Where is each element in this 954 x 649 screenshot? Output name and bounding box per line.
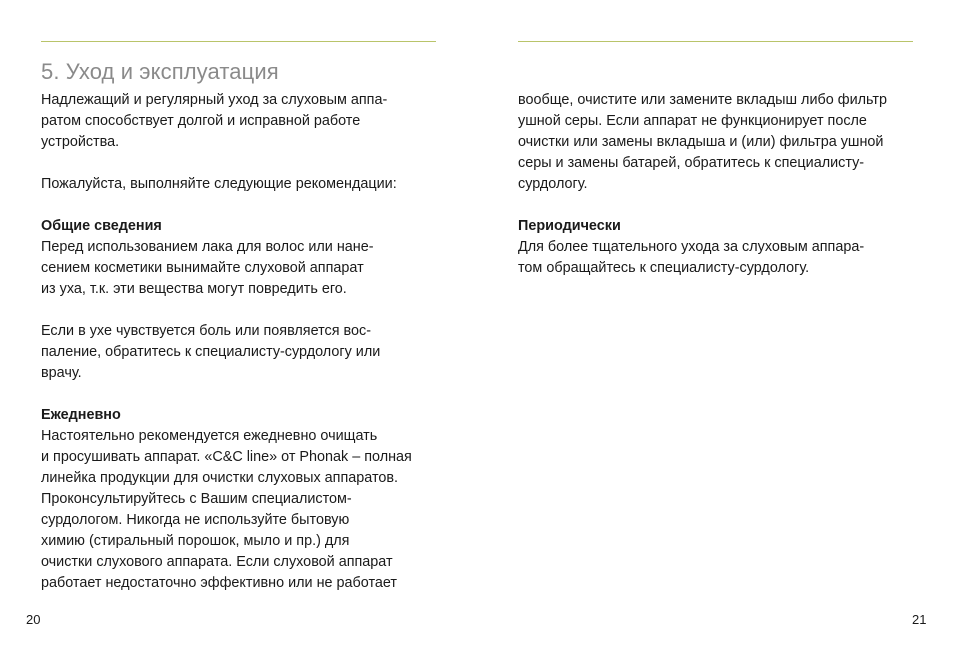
text-line: Перед использованием лака для волос или нане-	[41, 239, 374, 255]
text-line: химию (стиральный порошок, мыло и пр.) для	[41, 533, 350, 549]
text-line: Проконсультируйтесь с Вашим специалистом-	[41, 491, 352, 507]
daily-section	[41, 405, 441, 594]
section-heading-periodic: Периодически	[518, 218, 621, 234]
text-line: врачу.	[41, 365, 82, 381]
text-line: вообще, очистите или замените вкладыш либо фильтр	[518, 92, 887, 108]
text-line: сурдологу.	[518, 176, 588, 192]
section-heading-general: Общие сведения	[41, 218, 162, 234]
continued-paragraph	[518, 90, 918, 195]
general-section	[41, 216, 441, 300]
text-line: том обращайтесь к специалисту-сурдологу.	[518, 260, 810, 276]
pain-paragraph	[41, 321, 441, 384]
text-line: Настоятельно рекомендуется ежедневно очищать	[41, 428, 378, 444]
text-line: и просушивать аппарат. «C&C line» от Phonak – полная	[41, 449, 412, 465]
text-line: Надлежащий и регулярный уход за слуховым аппа-	[41, 92, 388, 108]
page-number-left: 20	[26, 612, 41, 627]
text-line: линейка продукции для очистки слуховых аппаратов.	[41, 470, 399, 486]
text-line: Для более тщательного ухода за слуховым аппара-	[518, 239, 865, 255]
section-title: 5. Уход и эксплуатация	[41, 58, 279, 84]
text-line: очистки слухового аппарата. Если слуховой аппарат	[41, 554, 393, 570]
header-rule-left	[41, 41, 436, 42]
text-line: очистки или замены вкладыша и (или) фильтра ушной	[518, 134, 884, 150]
periodic-section	[518, 216, 918, 279]
text-line: Пожалуйста, выполняйте следующие рекомендации:	[41, 176, 397, 192]
text-line: серы и замены батарей, обратитесь к специалисту-	[518, 155, 865, 171]
intro-paragraph	[41, 90, 441, 153]
text-line: ратом способствует долгой и исправной работе	[41, 113, 361, 129]
text-line: ушной серы. Если аппарат не функционирует после	[518, 113, 867, 129]
recommend-paragraph	[41, 174, 441, 195]
text-line: устройства.	[41, 134, 120, 150]
text-line: Если в ухе чувствуется боль или появляется вос-	[41, 323, 372, 339]
right-column	[518, 90, 918, 279]
section-heading-daily: Ежедневно	[41, 407, 121, 423]
text-line: работает недостаточно эффективно или не работает	[41, 575, 398, 591]
text-line: паление, обратитесь к специалисту-сурдологу или	[41, 344, 381, 360]
header-rule-right	[518, 41, 913, 42]
left-column	[41, 90, 441, 594]
text-line: сением косметики вынимайте слуховой аппарат	[41, 260, 364, 276]
text-line: сурдологом. Никогда не используйте бытовую	[41, 512, 350, 528]
text-line: из уха, т.к. эти вещества могут повредить его.	[41, 281, 347, 297]
page-number-right: 21	[912, 612, 927, 627]
